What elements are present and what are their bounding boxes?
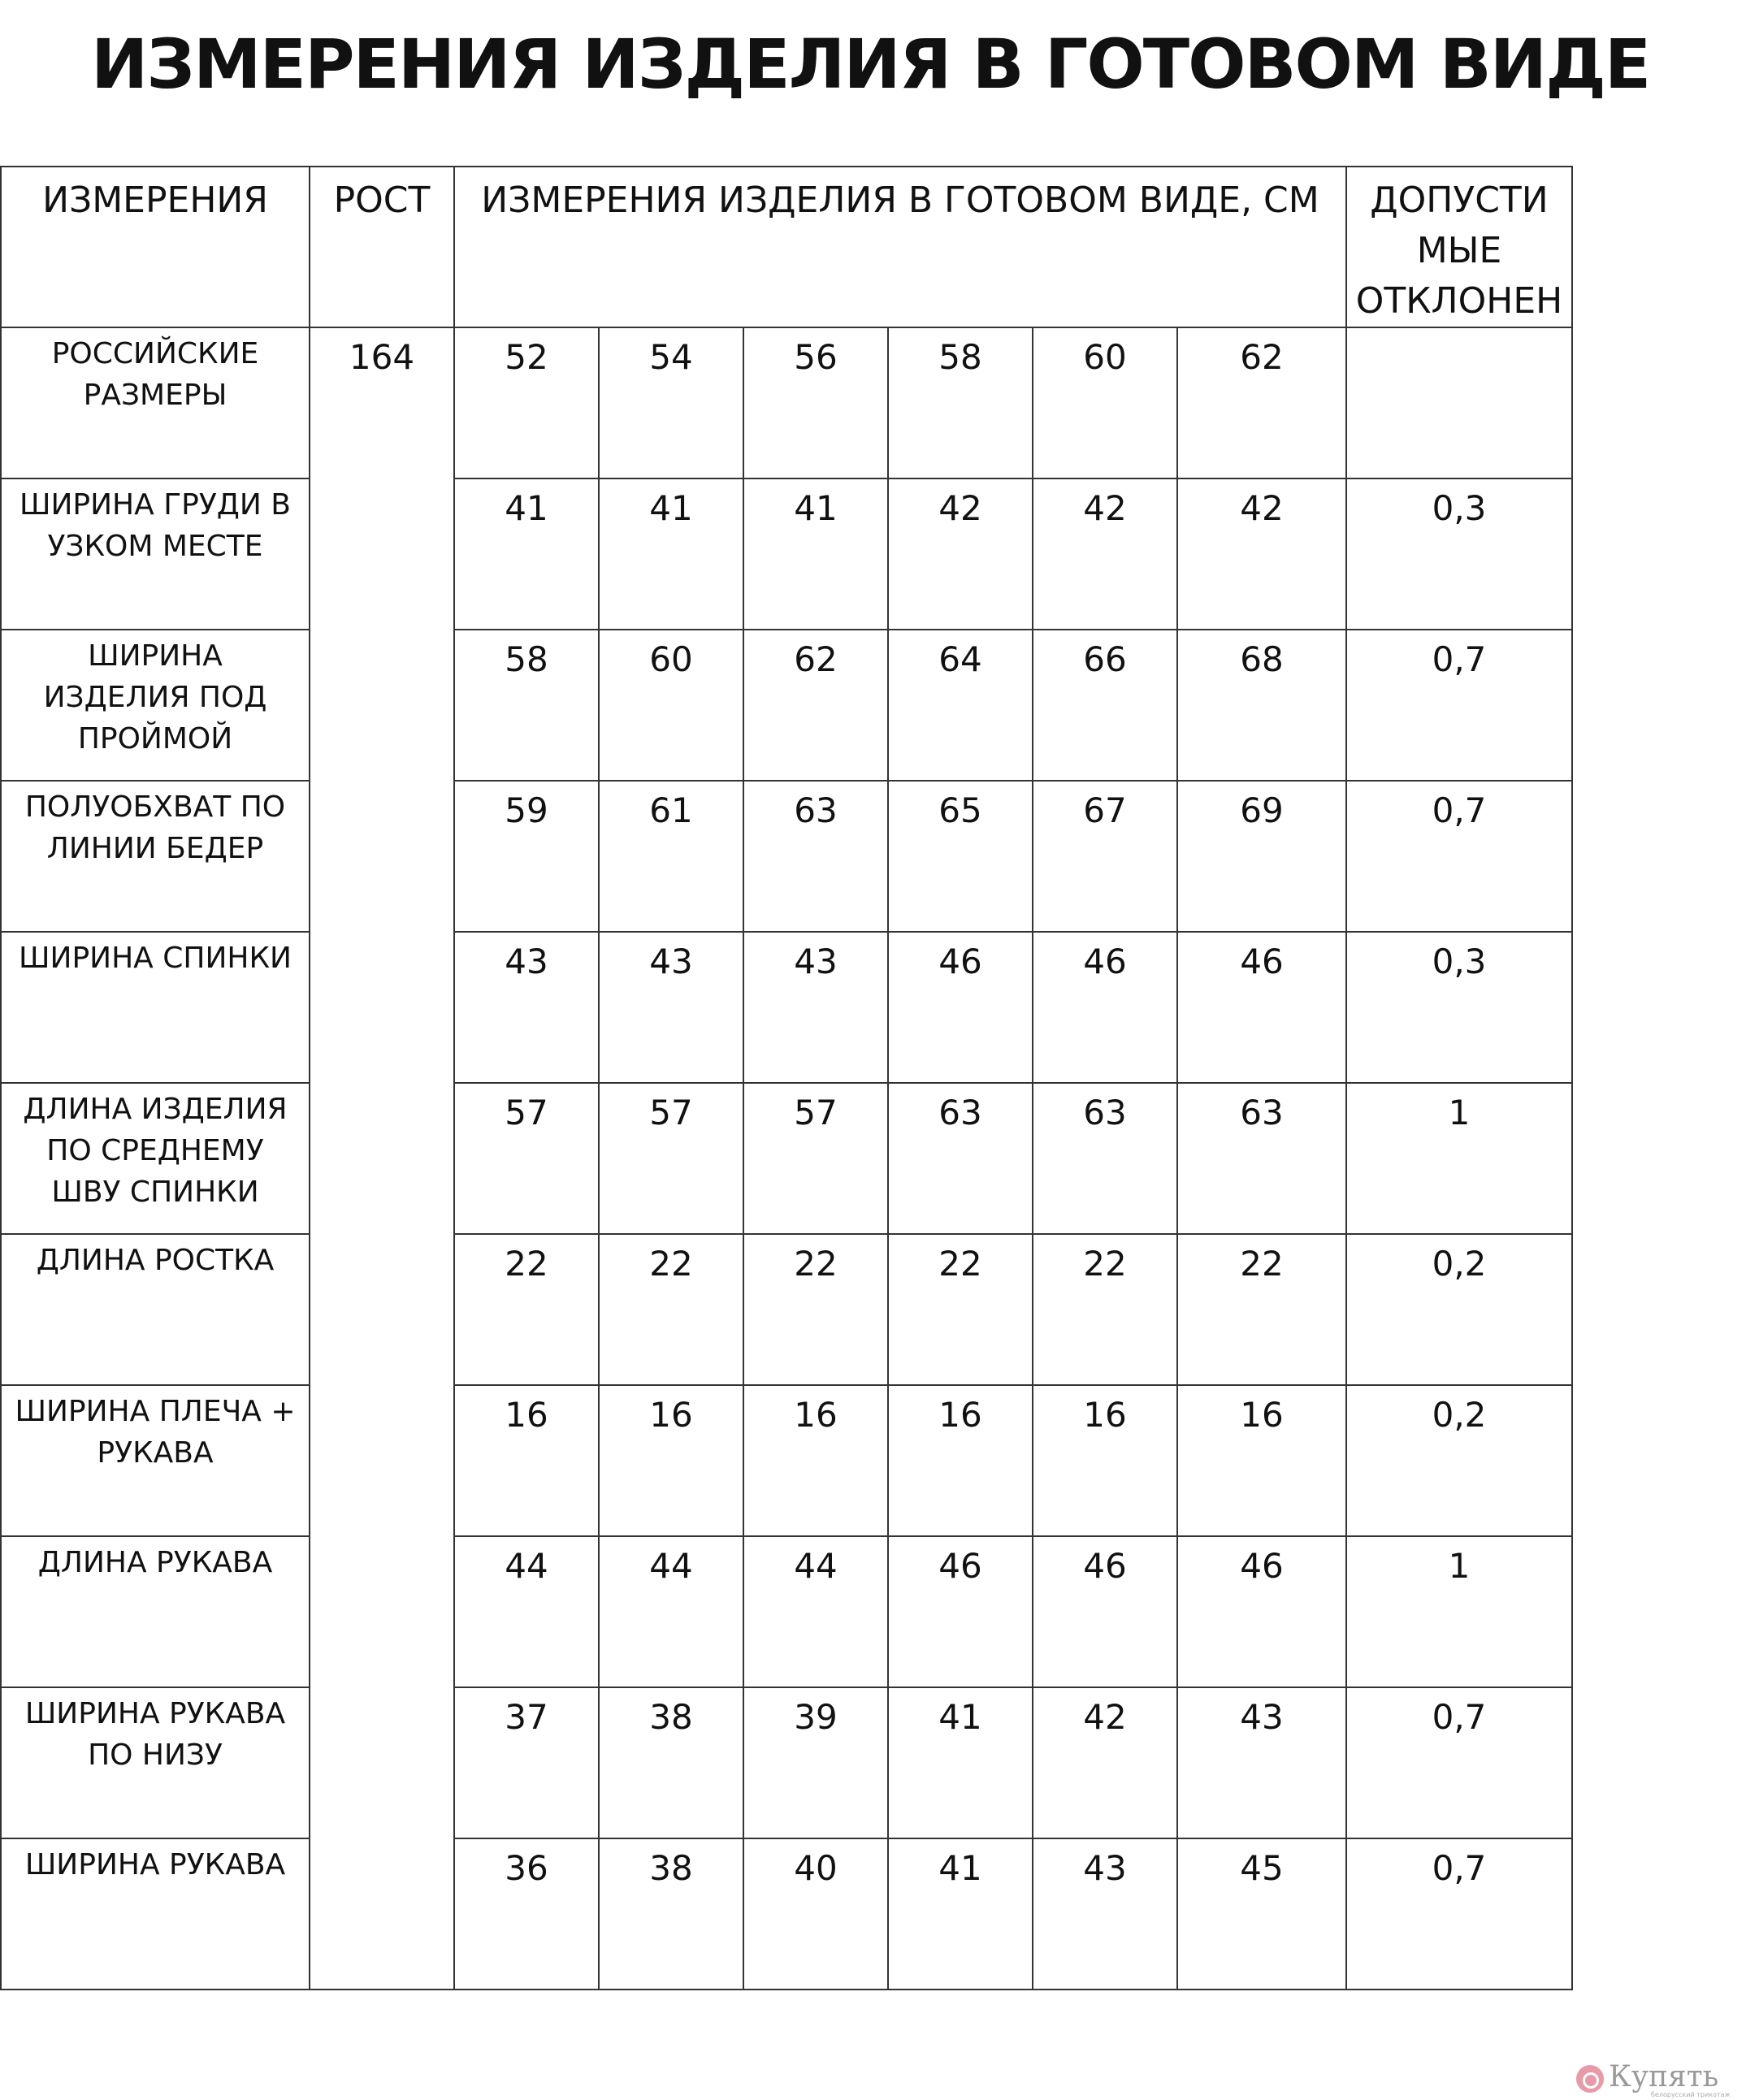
size-value: 42 [1083,1697,1127,1737]
value-cell [743,327,888,478]
value-cell [454,932,599,1083]
table-row [1,1536,1572,1687]
tolerance-cell [1346,630,1572,781]
size-value: 46 [938,1546,982,1586]
value-cell [743,1536,888,1687]
value-cell [454,478,599,630]
value-cell [454,1234,599,1385]
tolerance-value: 0,2 [1432,1244,1487,1284]
tolerance-value: 0,3 [1432,488,1487,528]
table-row [1,1083,1572,1234]
logo-ring-icon [1576,2065,1604,2093]
value-cell [1033,630,1177,781]
value-cell [599,1687,743,1838]
value-cell [1033,1838,1177,1990]
tolerance-cell [1346,327,1572,478]
value-cell [1177,932,1346,1083]
logo-tagline: белорусский трикотаж [1651,2091,1731,2098]
height-cell [310,327,454,1990]
size-value: 45 [1240,1848,1284,1888]
row-name-cell [1,1536,310,1687]
value-cell [1177,781,1346,932]
size-value: 16 [938,1395,982,1435]
value-cell [599,1083,743,1234]
value-cell [1033,1234,1177,1385]
value-cell [599,1838,743,1990]
size-value: 22 [649,1244,693,1284]
size-value: 63 [1083,1093,1127,1132]
size-value: 38 [649,1848,693,1888]
value-cell [1033,1687,1177,1838]
size-value: 43 [794,942,838,981]
header-measurements: ИЗМЕРЕНИЯ ИЗДЕЛИЯ В ГОТОВОМ ВИДЕ, СМ [454,167,1346,327]
size-value: 40 [794,1848,838,1888]
value-cell [888,327,1033,478]
size-value: 22 [938,1244,982,1284]
value-cell [454,327,599,478]
size-value: 37 [505,1697,548,1737]
row-name-cell [1,781,310,932]
row-name: РОССИЙСКИЕ РАЗМЕРЫ [51,337,259,412]
size-value: 41 [794,488,838,528]
size-value: 57 [794,1093,838,1132]
value-cell [1033,932,1177,1083]
size-value: 16 [1240,1395,1284,1435]
row-name-cell [1,1385,310,1536]
tolerance-cell [1346,1234,1572,1385]
size-value: 22 [794,1244,838,1284]
header-height: РОСТ [310,167,454,327]
row-name-cell [1,932,310,1083]
size-value: 63 [938,1093,982,1132]
row-name: ШИРИНА РУКАВА ПО НИЗУ [24,1697,286,1772]
value-cell [1177,1385,1346,1536]
tolerance-cell [1346,932,1572,1083]
value-cell [599,781,743,932]
value-cell [743,630,888,781]
value-cell [454,1083,599,1234]
size-value: 52 [505,337,548,377]
tolerance-value: 0,7 [1432,790,1487,830]
size-value: 39 [794,1697,838,1737]
value-cell [1177,1687,1346,1838]
value-cell [1033,1083,1177,1234]
size-value: 58 [938,337,982,377]
size-value: 46 [938,942,982,981]
size-value: 22 [505,1244,548,1284]
value-cell [1177,1838,1346,1990]
row-name: ШИРИНА РУКАВА [24,1848,286,1881]
value-cell [599,1385,743,1536]
value-cell [743,1083,888,1234]
tolerance-cell [1346,1385,1572,1536]
table-row [1,1838,1572,1990]
value-cell [888,630,1033,781]
row-name-cell [1,478,310,630]
value-cell [1177,1536,1346,1687]
size-value: 22 [1240,1244,1284,1284]
table-row [1,932,1572,1083]
size-value: 54 [649,337,693,377]
row-name: ДЛИНА ИЗДЕЛИЯ ПО СРЕДНЕМУ ШВУ СПИНКИ [23,1093,288,1209]
tolerance-value [1347,328,1571,335]
value-cell [1177,327,1346,478]
value-cell [888,478,1033,630]
value-cell [1177,1083,1346,1234]
row-name: ДЛИНА РУКАВА [37,1546,273,1579]
tolerance-value: 0,7 [1432,639,1487,679]
value-cell [454,1536,599,1687]
value-cell [599,478,743,630]
size-value: 16 [505,1395,548,1435]
size-value: 44 [794,1546,838,1586]
tolerance-value: 0,3 [1432,942,1487,981]
value-cell [888,781,1033,932]
header-tolerance: ДОПУСТИ МЫЕ ОТКЛОНЕН [1346,167,1572,327]
tolerance-cell [1346,1687,1572,1838]
value-cell [743,781,888,932]
size-value: 44 [505,1546,548,1586]
table-row [1,327,1572,478]
size-value: 44 [649,1546,693,1586]
row-name-cell [1,1083,310,1234]
value-cell [888,932,1033,1083]
row-name: ПОЛУОБХВАТ ПО ЛИНИИ БЕДЕР [24,790,286,865]
value-cell [743,1687,888,1838]
table-row [1,1687,1572,1838]
value-cell [454,630,599,781]
size-value: 63 [794,790,838,830]
value-cell [888,1687,1033,1838]
row-name-cell [1,1838,310,1990]
size-value: 60 [1083,337,1127,377]
size-value: 42 [938,488,982,528]
header-measure: ИЗМЕРЕНИЯ [1,167,310,327]
size-value: 63 [1240,1093,1284,1132]
value-cell [454,1385,599,1536]
size-value: 36 [505,1848,548,1888]
size-value: 62 [794,639,838,679]
size-value: 68 [1240,639,1284,679]
tolerance-cell [1346,781,1572,932]
size-value: 46 [1083,942,1127,981]
row-name: ШИРИНА СПИНКИ [19,942,292,975]
size-value: 42 [1240,488,1284,528]
value-cell [1033,1385,1177,1536]
value-cell [743,1838,888,1990]
value-cell [599,1536,743,1687]
table-row [1,1385,1572,1536]
table-row [1,1234,1572,1385]
value-cell [1033,478,1177,630]
row-name-cell [1,630,310,781]
watermark-logo [1576,2060,1739,2098]
tolerance-cell [1346,1838,1572,1990]
row-name-cell [1,1234,310,1385]
size-value: 42 [1083,488,1127,528]
tolerance-cell [1346,478,1572,630]
value-cell [599,932,743,1083]
size-value: 43 [505,942,548,981]
size-value: 57 [505,1093,548,1132]
size-value: 16 [1083,1395,1127,1435]
table-row [1,781,1572,932]
tolerance-cell [1346,1536,1572,1687]
logo-brand: Купять [1609,2060,1719,2094]
tolerance-value: 0,2 [1432,1395,1487,1435]
size-value: 22 [1083,1244,1127,1284]
size-value: 60 [649,639,693,679]
tolerance-value: 0,7 [1432,1848,1487,1888]
size-value: 43 [649,942,693,981]
header-row [1,167,1572,327]
size-value: 65 [938,790,982,830]
value-cell [743,478,888,630]
row-name: ШИРИНА ИЗДЕЛИЯ ПОД ПРОЙМОЙ [43,639,267,756]
value-cell [1177,630,1346,781]
tolerance-value: 1 [1448,1546,1471,1586]
tolerance-value: 1 [1448,1093,1471,1132]
height-value: 164 [349,337,415,377]
size-value: 16 [794,1395,838,1435]
table-row [1,478,1572,630]
row-name: ДЛИНА РОСТКА [36,1244,275,1277]
size-value: 16 [649,1395,693,1435]
tolerance-value: 0,7 [1432,1697,1487,1737]
value-cell [1177,478,1346,630]
size-value: 57 [649,1093,693,1132]
row-name: ШИРИНА ПЛЕЧА + РУКАВА [15,1395,296,1470]
value-cell [743,1234,888,1385]
size-value: 43 [1240,1697,1284,1737]
size-value: 41 [649,488,693,528]
size-value: 41 [505,488,548,528]
measurements-table [0,166,1573,1990]
table-row [1,630,1572,781]
value-cell [599,327,743,478]
value-cell [599,630,743,781]
value-cell [454,781,599,932]
value-cell [888,1234,1033,1385]
value-cell [888,1536,1033,1687]
size-value: 46 [1083,1546,1127,1586]
size-value: 67 [1083,790,1127,830]
size-value: 56 [794,337,838,377]
page-title: ИЗМЕРЕНИЯ ИЗДЕЛИЯ В ГОТОВОМ ВИДЕ [91,24,1650,104]
size-value: 59 [505,790,548,830]
size-value: 61 [649,790,693,830]
size-value: 69 [1240,790,1284,830]
size-value: 38 [649,1697,693,1737]
row-name-cell [1,1687,310,1838]
size-value: 58 [505,639,548,679]
value-cell [743,932,888,1083]
value-cell [1033,781,1177,932]
value-cell [599,1234,743,1385]
value-cell [1033,1536,1177,1687]
size-value: 46 [1240,942,1284,981]
size-value: 43 [1083,1848,1127,1888]
value-cell [888,1838,1033,1990]
value-cell [888,1385,1033,1536]
size-value: 41 [938,1697,982,1737]
size-value: 41 [938,1848,982,1888]
size-value: 46 [1240,1546,1284,1586]
value-cell [888,1083,1033,1234]
value-cell [454,1838,599,1990]
value-cell [743,1385,888,1536]
size-value: 66 [1083,639,1127,679]
value-cell [1033,327,1177,478]
size-value: 64 [938,639,982,679]
value-cell [1177,1234,1346,1385]
row-name-cell [1,327,310,478]
size-value: 62 [1240,337,1284,377]
value-cell [454,1687,599,1838]
row-name: ШИРИНА ГРУДИ В УЗКОМ МЕСТЕ [19,488,291,563]
tolerance-cell [1346,1083,1572,1234]
